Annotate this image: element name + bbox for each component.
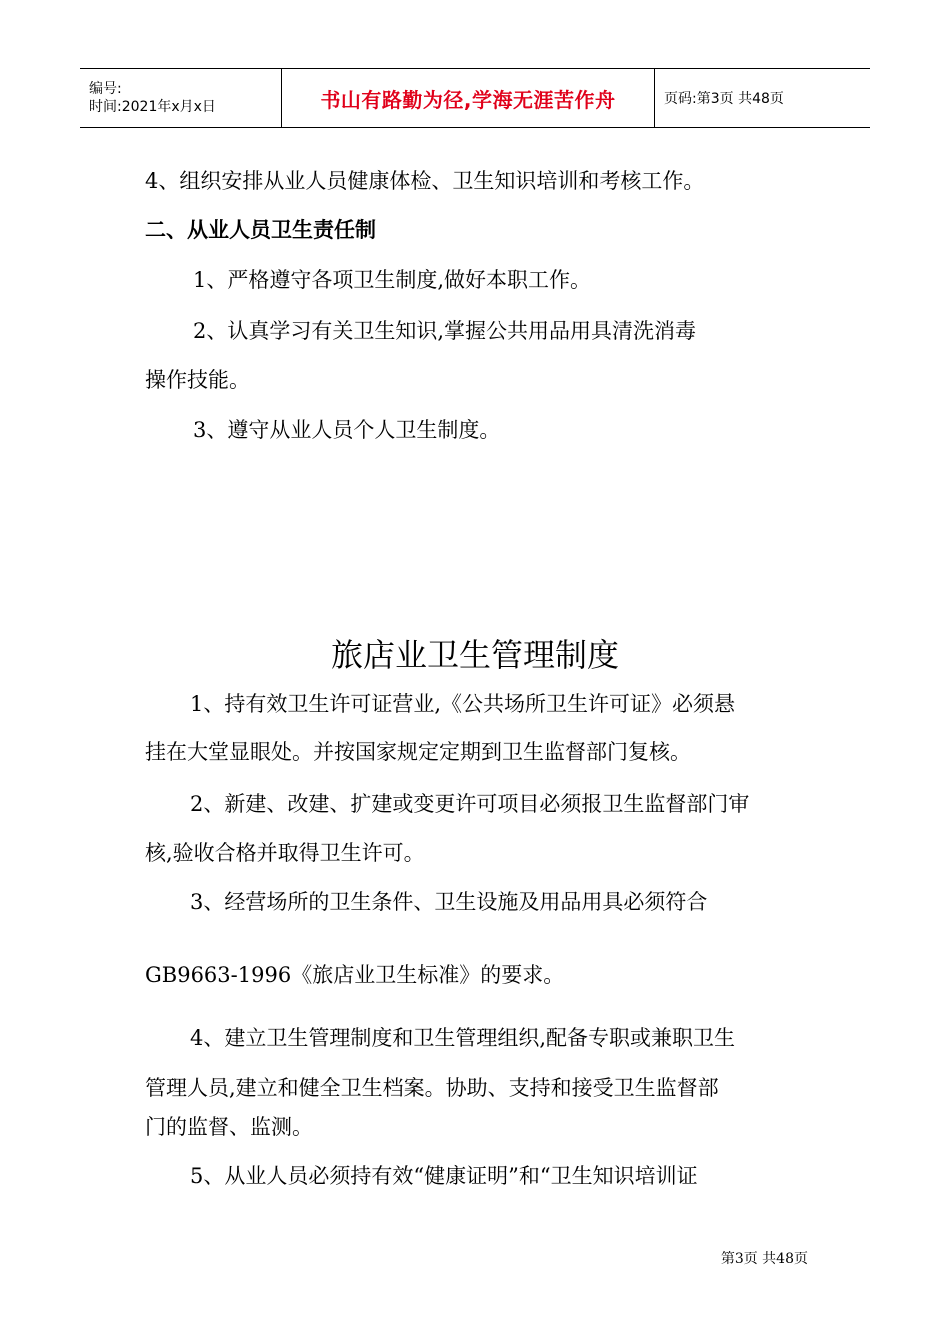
- footer-page-number: 第3页 共48页: [720, 1251, 808, 1267]
- page-header: [80, 68, 870, 128]
- paragraph-line: 挂在大堂显眼处。并按国家规定定期到卫生监督部门复核。: [145, 740, 691, 764]
- paragraph-line: 管理人员,建立和健全卫生档案。协助、支持和接受卫生监督部: [145, 1076, 719, 1100]
- paragraph-line: 核,验收合格并取得卫生许可。: [145, 841, 425, 865]
- paragraph-line: 2、新建、改建、扩建或变更许可项目必须报卫生监督部门审: [190, 792, 750, 816]
- paragraph-line: 3、经营场所的卫生条件、卫生设施及用品用具必须符合: [190, 890, 708, 914]
- paragraph-line: 1、严格遵守各项卫生制度,做好本职工作。: [193, 268, 592, 292]
- paragraph-line: 4、建立卫生管理制度和卫生管理组织,配备专职或兼职卫生: [190, 1026, 736, 1050]
- paragraph-line: 门的监督、监测。: [145, 1115, 313, 1139]
- paragraph-line: 3、遵守从业人员个人卫生制度。: [193, 418, 501, 442]
- paragraph-line: 5、从业人员必须持有效“健康证明”和“卫生知识培训证: [190, 1164, 698, 1188]
- document-number: 编号:: [89, 81, 122, 97]
- header-info: [80, 69, 282, 127]
- document-title: 旅店业卫生管理制度: [330, 636, 619, 674]
- document-date: 时间:2021年x月x日: [89, 99, 216, 115]
- paragraph-line: 2、认真学习有关卫生知识,掌握公共用品用具清洗消毒: [193, 319, 697, 343]
- header-page-number: 页码:第3页 共48页: [664, 91, 784, 107]
- paragraph-line: 1、持有效卫生许可证营业,《公共场所卫生许可证》必须悬: [190, 692, 736, 716]
- header-motto: 书山有路勤为径,学海无涯苦作舟: [282, 69, 655, 127]
- paragraph-line: 操作技能。: [145, 368, 250, 392]
- section-heading: 二、从业人员卫生责任制: [145, 218, 376, 242]
- paragraph-line: 4、组织安排从业人员健康体检、卫生知识培训和考核工作。: [145, 169, 705, 193]
- paragraph-line: GB9663-1996《旅店业卫生标准》的要求。: [145, 963, 565, 987]
